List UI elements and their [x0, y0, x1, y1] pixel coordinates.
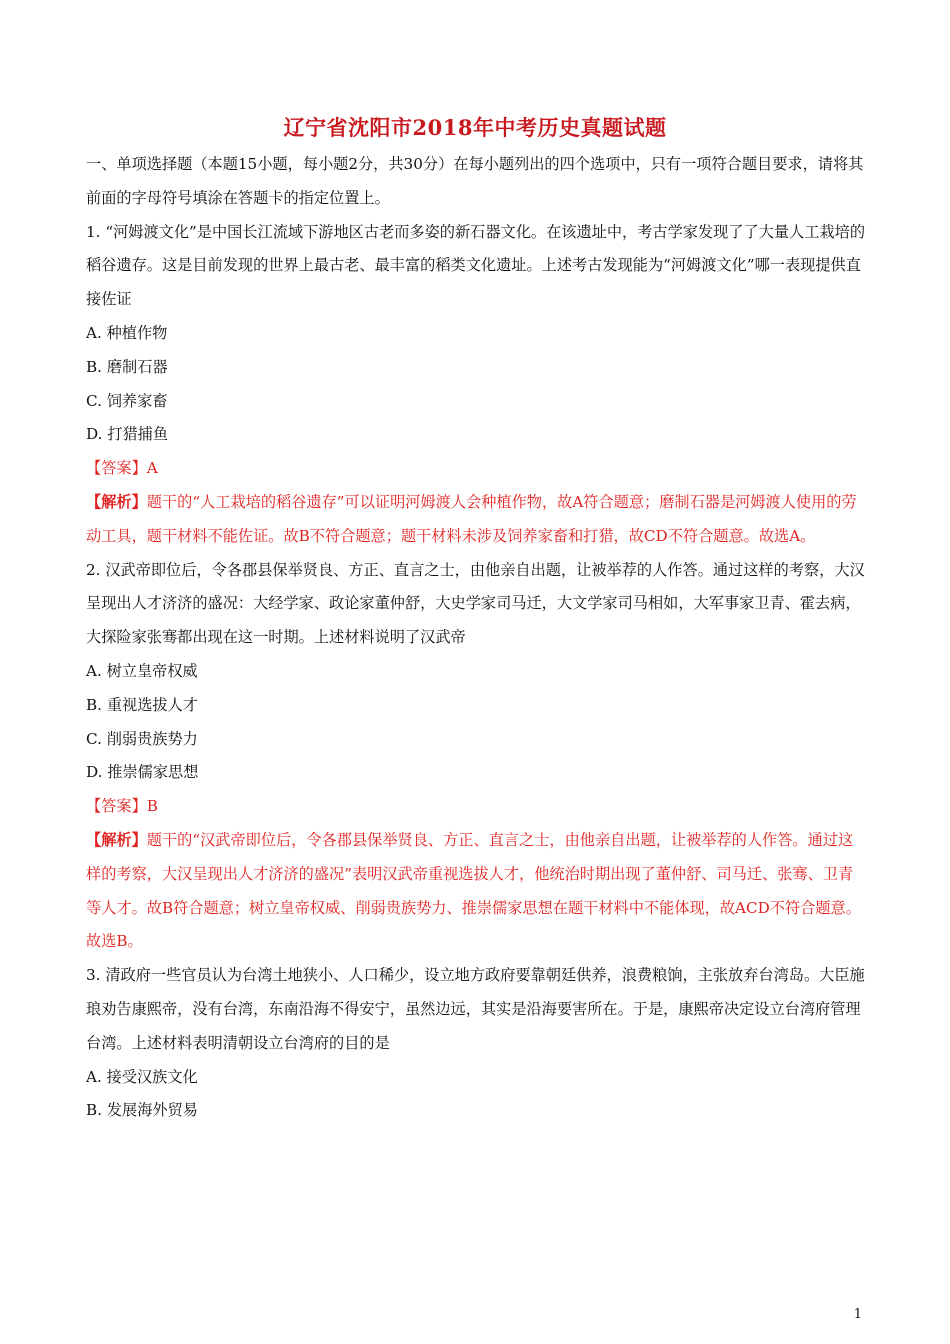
question-stem: 1. “河姆渡文化”是中国长江流域下游地区古老而多姿的新石器文化。在该遗址中，考古学家发现了了大量人工栽培的稻谷遗存。这是目前发现的世界上最古老、最丰富的稻类文化遗址。上述考古发现能为“河姆渡文化”哪一表现提供直接佐证 — [86, 222, 866, 309]
option-a: A. 种植作物 — [86, 323, 168, 342]
answer-line — [86, 790, 866, 824]
answer-value: A — [146, 459, 158, 478]
answer-value: B — [146, 797, 158, 816]
option-b: B. 磨制石器 — [86, 357, 168, 376]
document-body — [86, 148, 866, 1128]
option-a: A. 树立皇帝权威 — [86, 661, 198, 680]
option-c: C. 削弱贵族势力 — [86, 729, 198, 748]
answer-line — [86, 452, 866, 486]
page-title: 辽宁省沈阳市2018年中考历史真题试题 — [283, 115, 667, 140]
question-2 — [86, 554, 866, 960]
answer-label: 【答案】 — [86, 797, 147, 816]
analysis-label: 【解析】 — [86, 830, 147, 849]
option-a: A. 接受汉族文化 — [86, 1067, 198, 1086]
analysis-paragraph — [86, 824, 866, 959]
question-3 — [86, 959, 866, 1128]
option-d: D. 推崇儒家思想 — [86, 763, 199, 782]
page-number: 1 — [853, 1307, 862, 1322]
question-1 — [86, 216, 866, 554]
option-d: D. 打猎捕鱼 — [86, 425, 169, 444]
analysis-text: 题干的“人工栽培的稻谷遗存”可以证明河姆渡人会种植作物，故A符合题意；磨制石器是河姆渡人使用的劳动工具，题干材料不能佐证。故B不符合题意；题干材料未涉及饲养家畜和打猎，故CD不符合题意。故选A。 — [86, 492, 857, 545]
analysis-text: 题干的“汉武帝即位后，令各郡县保举贤良、方正、直言之士，由他亲自出题，让被举荐的人作答。通过这样的考察，大汉呈现出人才济济的盛况”表明汉武帝重视选拔人才，他统治时期出现了董仲舒、司马迁、张骞、卫青等人才。故B符合题意；树立皇帝权威、削弱贵族势力、推崇儒家思想在题干材料中不能体现，故ACD不符合题意。故选B。 — [86, 830, 861, 951]
analysis-label: 【解析】 — [86, 492, 147, 511]
section-intro: 一、单项选择题（本题15小题，每小题2分，共30分）在每小题列出的四个选项中，只有一项符合题目要求，请将其前面的字母符号填涂在答题卡的指定位置上。 — [86, 155, 864, 207]
option-b: B. 发展海外贸易 — [86, 1101, 198, 1120]
option-c: C. 饲养家畜 — [86, 391, 168, 410]
answer-label: 【答案】 — [86, 459, 147, 478]
question-stem: 2. 汉武帝即位后，令各郡县保举贤良、方正、直言之士，由他亲自出题，让被举荐的人作答。通过这样的考察，大汉呈现出人才济济的盛况：大经学家、政论家董仲舒，大史学家司马迁，大文学家司马相如，大军事家卫青、霍去病，大探险家张骞都出现在这一时期。上述材料说明了汉武帝 — [86, 560, 865, 647]
question-stem: 3. 清政府一些官员认为台湾土地狭小、人口稀少，设立地方政府要靠朝廷供养，浪费粮饷，主张放弃台湾岛。大臣施琅劝告康熙帝，没有台湾，东南沿海不得安宁，虽然边远，其实是沿海要害所在。于是，康熙帝决定设立台湾府管理台湾。上述材料表明清朝设立台湾府的目的是 — [86, 966, 865, 1052]
analysis-paragraph — [86, 486, 866, 554]
option-b: B. 重视选拔人才 — [86, 695, 198, 714]
